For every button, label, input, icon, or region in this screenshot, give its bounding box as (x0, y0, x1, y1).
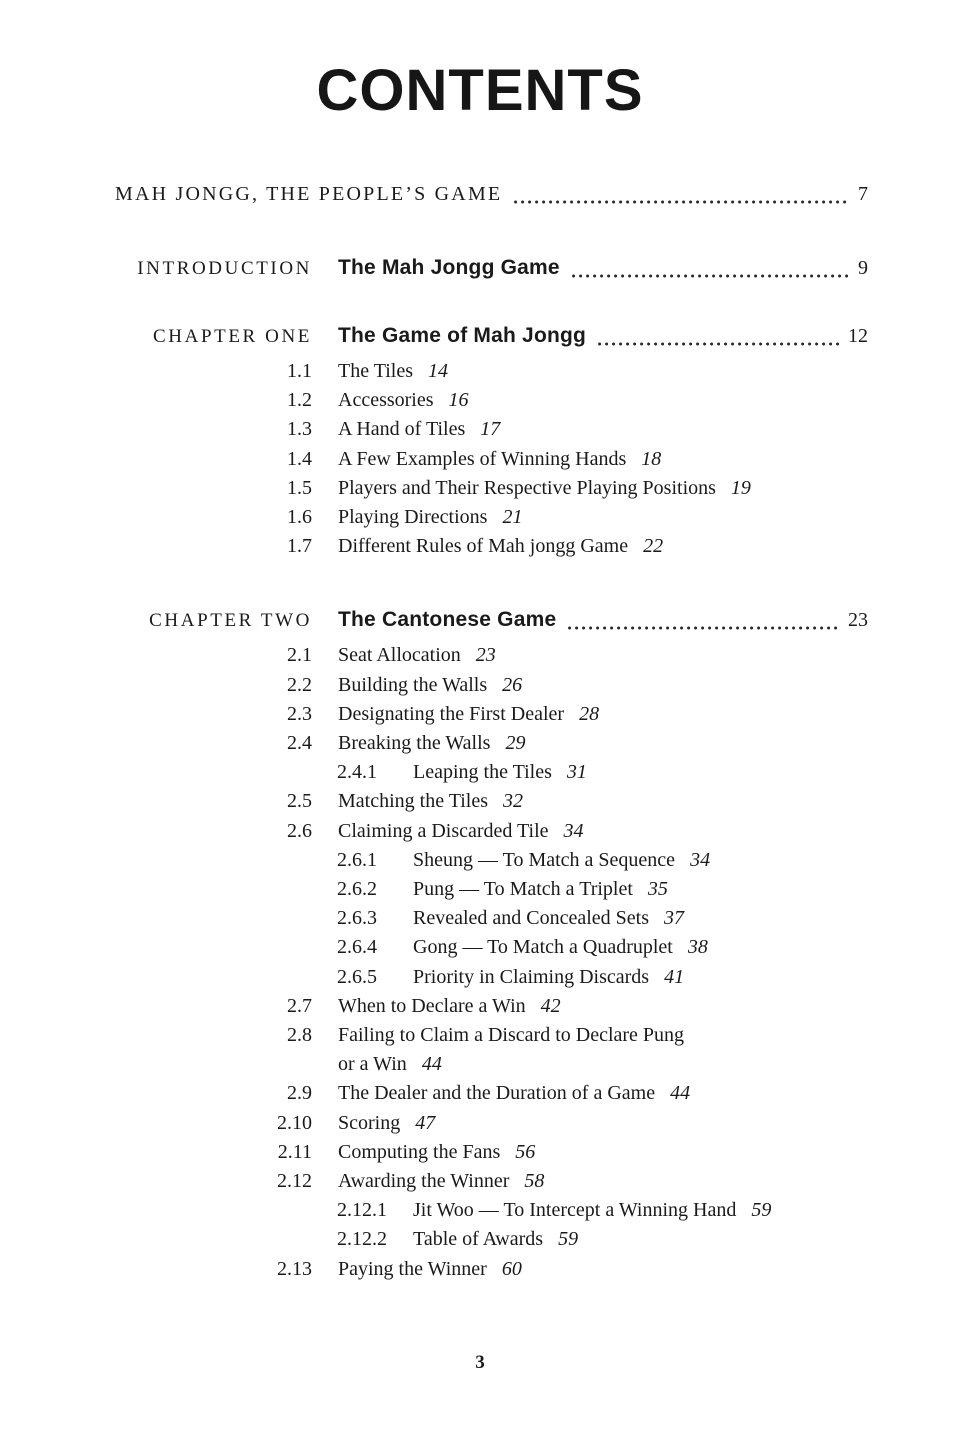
section-page-number: 42 (540, 994, 561, 1017)
toc-subsection-row (337, 1225, 868, 1254)
section-title-text: Claiming a Discarded Tile (338, 819, 549, 842)
section-page-number: 59 (751, 1199, 772, 1222)
section-title-text: Matching the Tiles (338, 790, 489, 813)
toc-subsection-row (337, 933, 868, 962)
section-title-text: When to Declare a Win (338, 994, 526, 1017)
section-number: 1.5 (287, 476, 312, 499)
section-title-text: Accessories (338, 389, 434, 412)
section-number: 1.4 (287, 447, 312, 470)
section-title-text: Players and Their Respective Playing Positions (338, 476, 716, 499)
section-title (413, 875, 668, 904)
toc-subsection-row (337, 875, 868, 904)
section-title (413, 758, 587, 787)
section-title-text: Building the Walls (338, 673, 488, 696)
section-page-number: 58 (524, 1170, 545, 1193)
section-title-text: Table of Awards (413, 1228, 544, 1251)
toc-front-entry (115, 180, 868, 209)
section-title-text: Priority in Claiming Discards (413, 965, 650, 988)
section-number: 2.10 (277, 1111, 312, 1134)
toc-section-row (115, 1255, 868, 1284)
section-title-text: Jit Woo — To Intercept a Winning Hand (413, 1199, 737, 1222)
section-title (338, 1109, 435, 1138)
section-page-number: 26 (502, 673, 523, 696)
toc-chapter-one-title: The Game of Mah Jongg (338, 324, 587, 347)
section-title (413, 1196, 771, 1225)
section-title (338, 445, 661, 474)
toc-section-row (115, 729, 868, 758)
section-page-number: 47 (415, 1111, 436, 1134)
section-number: 2.13 (277, 1257, 312, 1280)
toc-subsection-row (337, 963, 868, 992)
toc-section-row (115, 532, 868, 561)
section-page-number: 16 (448, 389, 469, 412)
section-page-number: 18 (641, 447, 662, 470)
dot-leader (572, 274, 850, 278)
section-title (338, 1021, 684, 1079)
section-title-text: The Dealer and the Duration of a Game (338, 1082, 656, 1105)
section-title (338, 1167, 544, 1196)
section-title-text: Pung — To Match a Triplet (413, 878, 633, 901)
toc-section-row (115, 503, 868, 532)
toc-introduction-main (338, 253, 868, 283)
section-title (338, 357, 448, 386)
section-page-number: 41 (664, 965, 685, 988)
toc-subsection-row (337, 846, 868, 875)
toc-section-row (115, 641, 868, 670)
section-title (338, 729, 525, 758)
section-page-number: 35 (647, 878, 668, 901)
section-title-text: Different Rules of Mah jongg Game (338, 535, 629, 558)
section-page-number: 17 (480, 418, 501, 441)
section-title-text: Sheung — To Match a Sequence (413, 848, 676, 871)
section-page-number: 14 (428, 360, 449, 382)
section-page-number: 38 (687, 936, 708, 959)
section-title (338, 641, 496, 670)
toc-section-row (115, 357, 868, 386)
section-page-number: 59 (558, 1228, 579, 1251)
toc-introduction-page: 9 (858, 257, 868, 279)
section-number: 2.1 (287, 644, 312, 667)
dot-leader (514, 200, 850, 204)
section-title-text: Failing to Claim a Discard to Declare Pung (338, 1024, 685, 1047)
section-number: 1.2 (287, 389, 312, 412)
toc-chapter-one-main (338, 321, 868, 351)
section-number: 2.6.4 (337, 936, 377, 959)
toc-introduction-title: The Mah Jongg Game (338, 256, 560, 279)
chapter-two-sections (115, 641, 868, 1283)
section-title-text: Awarding the Winner (338, 1170, 510, 1193)
table-of-contents (115, 180, 868, 1284)
section-title (338, 1079, 690, 1108)
toc-section-row (115, 992, 868, 1021)
dot-leader (568, 626, 840, 630)
section-page-number: 44 (670, 1082, 691, 1105)
section-title (338, 1138, 535, 1167)
section-number: 2.12.1 (337, 1199, 387, 1222)
section-page-number: 44 (421, 1053, 442, 1076)
section-title (338, 386, 469, 415)
toc-subsection-row (337, 904, 868, 933)
section-page-number: 37 (664, 907, 685, 930)
section-title-text: Computing the Fans (338, 1140, 501, 1163)
toc-chapter-one-page: 12 (848, 325, 868, 347)
section-title-text: Paying the Winner (338, 1257, 487, 1280)
section-title (338, 700, 599, 729)
section-title (338, 992, 561, 1021)
section-number: 1.7 (287, 535, 312, 558)
toc-introduction-label: INTRODUCTION (137, 258, 312, 279)
toc-section-row (115, 1021, 868, 1079)
section-number: 2.6.5 (337, 965, 377, 988)
section-title-text: Breaking the Walls (338, 732, 491, 755)
toc-section-row (115, 445, 868, 474)
section-title (338, 1255, 522, 1284)
section-title-text: A Hand of Tiles (338, 418, 466, 441)
section-title (338, 474, 751, 503)
section-page-number: 22 (643, 535, 664, 558)
page-title: CONTENTS (316, 58, 644, 123)
section-number: 2.8 (287, 1024, 312, 1047)
section-number: 2.3 (287, 702, 312, 725)
toc-chapter-two-label: CHAPTER TWO (149, 610, 312, 632)
section-title (338, 817, 584, 846)
section-title-text: Playing Directions (338, 506, 488, 529)
section-title-text: Revealed and Concealed Sets (413, 907, 650, 930)
section-title (413, 904, 684, 933)
section-page-number: 60 (501, 1257, 522, 1280)
toc-chapter-two-title: The Cantonese Game (338, 608, 557, 632)
section-number: 2.9 (287, 1082, 312, 1105)
section-number: 1.6 (287, 506, 312, 529)
dot-leader (598, 342, 840, 346)
section-title (413, 933, 708, 962)
section-title (338, 787, 523, 816)
section-number: 2.4.1 (337, 761, 377, 784)
section-page-number: 19 (730, 476, 751, 499)
section-page-number: 32 (503, 790, 524, 813)
toc-chapter-one-label: CHAPTER ONE (153, 326, 312, 347)
section-title (338, 415, 500, 444)
section-number: 2.4 (287, 732, 312, 755)
toc-section-row (115, 474, 868, 503)
section-number: 2.6.3 (337, 907, 377, 930)
toc-introduction-row (115, 253, 868, 283)
footer-page-number: 3 (475, 1352, 485, 1373)
section-title-text: Gong — To Match a Quadruplet (413, 936, 673, 959)
section-page-number: 29 (505, 732, 526, 755)
toc-section-row (115, 415, 868, 444)
toc-section-row (115, 1109, 868, 1138)
section-number: 2.6 (287, 819, 312, 842)
section-page-number: 34 (690, 848, 711, 871)
toc-section-row (115, 386, 868, 415)
section-title (413, 1225, 578, 1254)
toc-section-row (115, 1079, 868, 1108)
section-title (338, 671, 522, 700)
section-title-text: The Tiles (338, 360, 414, 382)
toc-front-entry-label: MAH JONGG, THE PEOPLE’S GAME (115, 183, 503, 205)
section-page-number: 31 (566, 761, 587, 784)
toc-section-row (115, 817, 868, 846)
section-title-text-line2: or a Win 44 (338, 1053, 442, 1076)
section-number: 2.12.2 (337, 1228, 387, 1251)
section-page-number: 23 (475, 644, 496, 667)
section-number: 2.6.1 (337, 848, 377, 871)
toc-subsection-row (337, 1196, 868, 1225)
section-number: 2.6.2 (337, 878, 377, 901)
section-number: 2.11 (277, 1140, 312, 1163)
toc-section-row (115, 700, 868, 729)
section-title (338, 503, 522, 532)
section-number: 2.2 (287, 673, 312, 696)
section-title (413, 963, 684, 992)
toc-front-entry-page: 7 (858, 183, 868, 205)
toc-section-row (115, 671, 868, 700)
toc-section-row (115, 787, 868, 816)
section-number: 1.3 (287, 418, 312, 441)
section-number: 2.12 (277, 1170, 312, 1193)
section-page-number: 56 (515, 1140, 536, 1163)
toc-chapter-two-page: 23 (848, 609, 868, 632)
toc-subsection-row (337, 758, 868, 787)
section-page-number: 34 (563, 819, 584, 842)
toc-section-row (115, 1138, 868, 1167)
toc-chapter-one-row (115, 321, 868, 351)
section-page-number: 21 (502, 506, 523, 529)
section-title-text: Leaping the Tiles (413, 761, 552, 784)
section-number: 2.5 (287, 790, 312, 813)
toc-chapter-two-row (115, 605, 868, 635)
section-title-text: A Few Examples of Winning Hands (338, 447, 627, 470)
section-title-text: Seat Allocation (338, 644, 461, 667)
section-number: 2.7 (287, 994, 312, 1017)
section-title (413, 846, 710, 875)
toc-chapter-two-main (338, 605, 868, 635)
section-title-text: Designating the First Dealer (338, 702, 565, 725)
section-number: 1.1 (287, 360, 312, 382)
toc-section-row (115, 1167, 868, 1196)
chapter-one-sections (115, 357, 868, 561)
section-page-number: 28 (579, 702, 600, 725)
section-title-text: Scoring (338, 1111, 401, 1134)
section-title (338, 532, 663, 561)
